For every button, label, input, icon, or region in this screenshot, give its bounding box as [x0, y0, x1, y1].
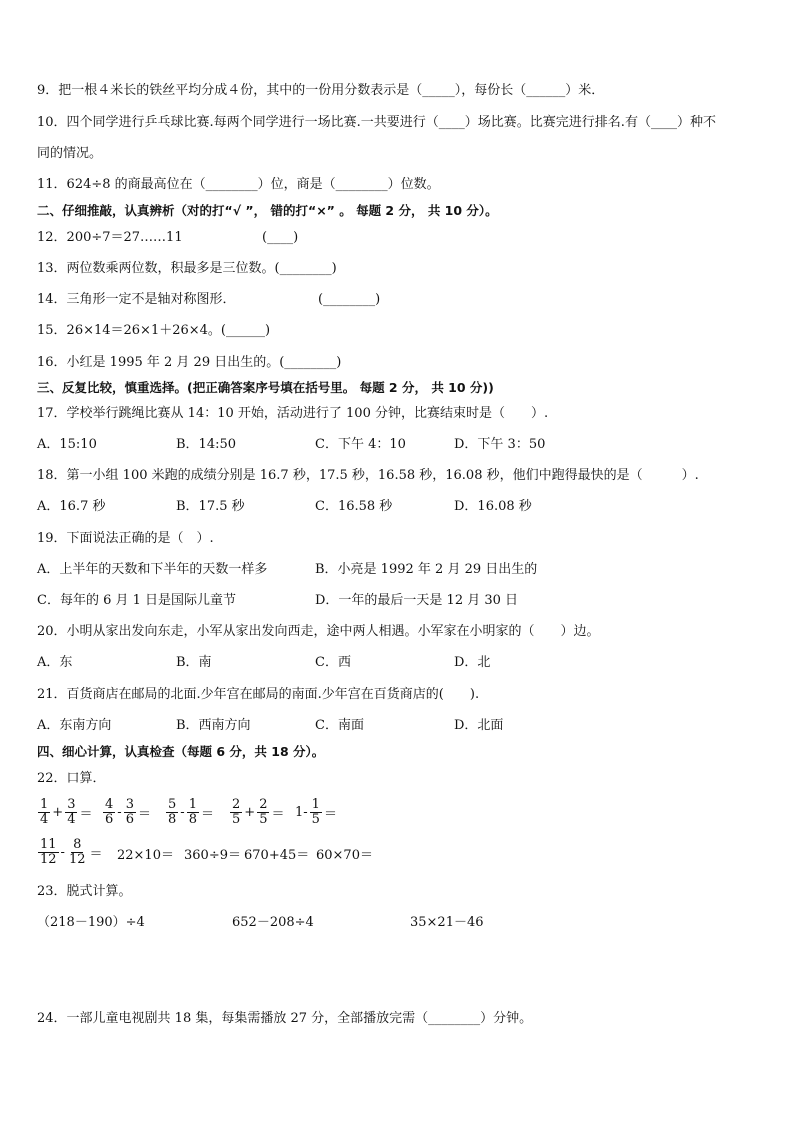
- fraction-expr-3: $\frac{5}{8}$ - $\frac{1}{8}$ ＝: [168, 797, 214, 827]
- q17-option-c: C．下午 4：10: [315, 437, 406, 452]
- fraction-expr-2: $\frac{4}{6}$ - $\frac{3}{6}$ ＝: [105, 797, 151, 827]
- q17-option-a: A．15:10: [37, 437, 97, 452]
- q12-blank: (____): [262, 230, 299, 245]
- fraction: $\frac{4}{6}$: [105, 797, 114, 827]
- q19-option-a: A．上半年的天数和下半年的天数一样多: [37, 562, 268, 577]
- fraction: $\frac{1}{4}$: [40, 797, 49, 827]
- q21-option-b: B．西南方向: [176, 718, 251, 733]
- fraction-expr-4: $\frac{2}{5}$ + $\frac{2}{5}$ ＝: [232, 797, 285, 827]
- fraction: $\frac{11}{12}$: [40, 837, 57, 867]
- fraction: $\frac{1}{8}$: [188, 797, 197, 827]
- q20-option-c: C．西: [315, 655, 351, 670]
- q19-option-b: B．小亮是 1992 年 2 月 29 日出生的: [315, 562, 538, 577]
- q12: 12．200÷7＝27……11: [37, 230, 183, 245]
- q11: 11．624÷8 的商最高位在（________）位，商是（________）位数。: [37, 177, 440, 192]
- q20-option-b: B．南: [176, 655, 212, 670]
- q20-option-d: D．北: [454, 655, 491, 670]
- q14: 14．三角形一定不是轴对称图形．: [37, 292, 236, 307]
- q23-item-3: 35×21－46: [410, 915, 484, 930]
- q15: 15．26×14＝26×1＋26×4。(______): [37, 323, 271, 338]
- q10-line2: 同的情况。: [37, 146, 103, 161]
- fraction: $\frac{1}{5}$: [311, 797, 320, 827]
- calc-3: 670+45＝: [244, 848, 310, 863]
- q21-option-d: D．北面: [454, 718, 504, 733]
- q18-option-d: D．16.08 秒: [454, 499, 532, 514]
- q9: 9．把一根４米长的铁丝平均分成４份，其中的一份用分数表示是（_____），每份长（______）米．: [37, 83, 605, 98]
- fraction: $\frac{5}{8}$: [168, 797, 177, 827]
- fraction: $\frac{2}{5}$: [232, 797, 241, 827]
- fraction: $\frac{2}{5}$: [259, 797, 268, 827]
- section-2-title: 二、仔细推敲，认真辨析（对的打“√ ”， 错的打“×” 。 每题 2 分， 共 10 分）。: [37, 203, 498, 218]
- q18: 18．第一小组 100 米跑的成绩分别是 16.7 秒，17.5 秒，16.58 秒，16.08 秒，他们中跑得最快的是（ ）.: [37, 468, 699, 483]
- fraction-expr-5: 1- $\frac{1}{5}$ ＝: [295, 797, 337, 827]
- fraction-expr-6: $\frac{11}{12}$ - $\frac{8}{12}$ ＝: [40, 837, 103, 867]
- q20: 20．小明从家出发向东走，小军从家出发向西走，途中两人相遇。小军家在小明家的（ ）边。: [37, 624, 600, 639]
- q23: 23．脱式计算。: [37, 884, 132, 899]
- q16: 16．小红是 1995 年 2 月 29 日出生的。(________): [37, 355, 342, 370]
- section-4-title: 四、细心计算，认真检查（每题 6 分，共 18 分）。: [37, 744, 325, 759]
- q23-item-2: 652－208÷4: [232, 915, 314, 930]
- fraction-expr-1: $\frac{1}{4}$ + $\frac{3}{4}$ ＝: [40, 797, 93, 827]
- q19: 19．下面说法正确的是（ ）.: [37, 531, 214, 546]
- q21: 21．百货商店在邮局的北面.少年宫在邮局的南面.少年宫在百货商店的( ).: [37, 687, 480, 702]
- q10-line1: 10．四个同学进行乒乓球比赛.每两个同学进行一场比赛.一共要进行（____）场比赛。比赛完进行排名.有（____）种不: [37, 115, 716, 130]
- q17-option-d: D．下午 3：50: [454, 437, 546, 452]
- fraction: $\frac{3}{4}$: [67, 797, 76, 827]
- q18-option-b: B．17.5 秒: [176, 499, 245, 514]
- q23-item-1: （218－190）÷4: [37, 915, 145, 930]
- q22: 22．口算．: [37, 771, 106, 786]
- q19-option-d: D．一年的最后一天是 12 月 30 日: [315, 593, 519, 608]
- q18-option-a: A．16.7 秒: [37, 499, 106, 514]
- section-3-title: 三、反复比较，慎重选择。(把正确答案序号填在括号里。 每题 2 分， 共 10 分)): [37, 380, 494, 395]
- q21-option-a: A．东南方向: [37, 718, 112, 733]
- q17-option-b: B．14:50: [176, 437, 237, 452]
- calc-4: 60×70＝: [316, 848, 373, 863]
- q20-option-a: A．东: [37, 655, 73, 670]
- q13: 13．两位数乘两位数，积最多是三位数。(________): [37, 261, 337, 276]
- q21-option-c: C．南面: [315, 718, 364, 733]
- q19-option-c: C．每年的 6 月 1 日是国际儿童节: [37, 593, 237, 608]
- fraction: $\frac{3}{6}$: [125, 797, 134, 827]
- q14-blank: (________): [318, 292, 381, 307]
- q18-option-c: C．16.58 秒: [315, 499, 393, 514]
- calc-1: 22×10＝: [117, 848, 174, 863]
- calc-2: 360÷9＝: [184, 848, 241, 863]
- fraction: $\frac{8}{12}$: [68, 837, 86, 867]
- q17: 17．学校举行跳绳比赛从 14：10 开始，活动进行了 100 分钟，比赛结束时是（ ）.: [37, 406, 549, 421]
- q24: 24．一部儿童电视剧共 18 集，每集需播放 27 分，全部播放完需（________）分钟。: [37, 1011, 533, 1026]
